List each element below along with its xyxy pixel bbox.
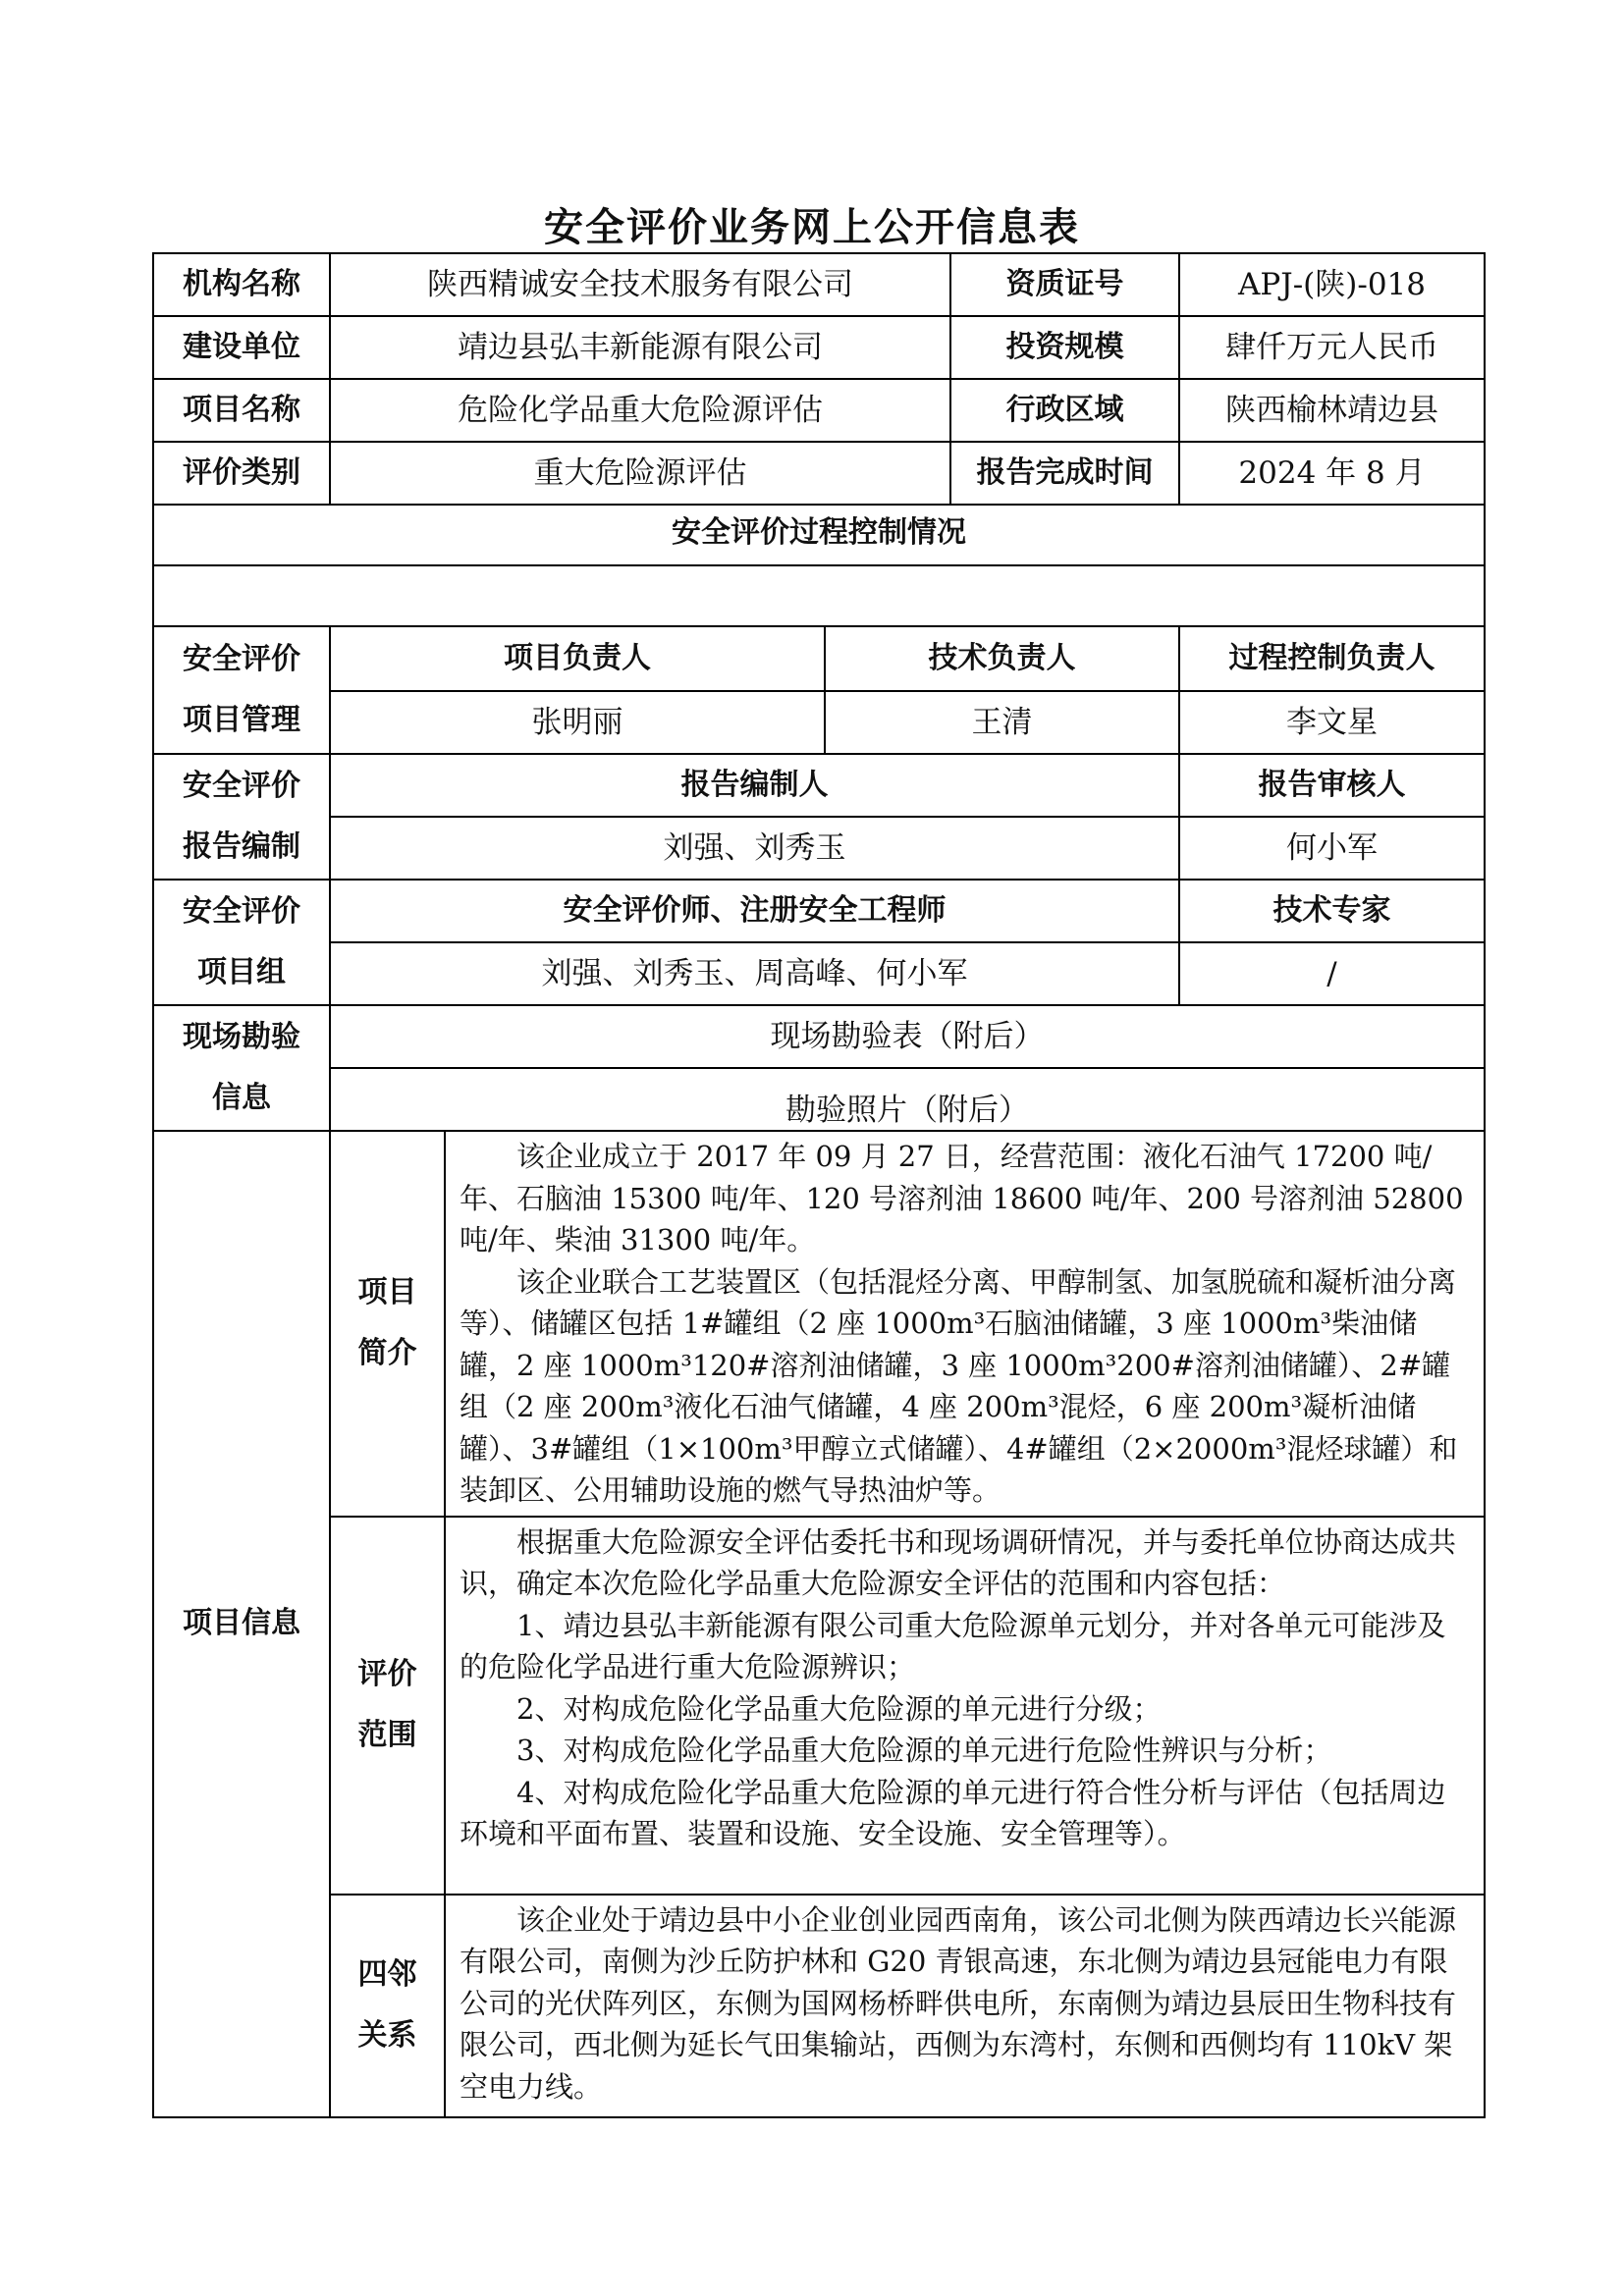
row-project <box>153 379 1485 442</box>
scope-paragraph-1: 1、靖边县弘丰新能源有限公司重大危险源单元划分，并对各单元可能涉及的危险化学品进行重大危险源辨识； <box>460 1608 1446 1683</box>
invest-label: 投资规模 <box>950 316 1179 379</box>
type-label: 评价类别 <box>153 442 330 505</box>
row-mgmt-header <box>153 626 1485 691</box>
scope-text <box>445 1517 1485 1895</box>
scope-label: 评价 范围 <box>330 1517 445 1895</box>
compiler-label: 报告编制人 <box>330 754 1179 817</box>
survey-photos: 勘验照片（附后） <box>330 1068 1485 1131</box>
row-process-spacer <box>153 565 1485 626</box>
scope-paragraph-0: 根据重大危险源安全评估委托书和现场调研情况，并与委托单位协商达成共识，确定本次危险化学品重大危险源安全评估的范围和内容包括： <box>460 1524 1457 1600</box>
org-label: 机构名称 <box>153 253 330 316</box>
intro-text <box>445 1131 1485 1517</box>
report-label: 安全评价 报告编制 <box>153 754 330 880</box>
builder-value: 靖边县弘丰新能源有限公司 <box>330 316 950 379</box>
row-intro <box>153 1131 1485 1517</box>
survey-label: 现场勘验 信息 <box>153 1005 330 1131</box>
scope-paragraph-2: 2、对构成危险化学品重大危险源的单元进行分级； <box>516 1691 1162 1726</box>
tech-label: 技术负责人 <box>825 626 1179 691</box>
row-mgmt-values <box>153 691 1485 754</box>
intro-label: 项目 简介 <box>330 1131 445 1517</box>
type-value: 重大危险源评估 <box>330 442 950 505</box>
group-label: 安全评价 项目组 <box>153 880 330 1005</box>
compiler-value: 刘强、刘秀玉 <box>330 817 1179 880</box>
project-label: 项目名称 <box>153 379 330 442</box>
process-heading: 安全评价过程控制情况 <box>153 505 1485 565</box>
invest-value: 肆仟万元人民币 <box>1179 316 1485 379</box>
assessor-label: 安全评价师、注册安全工程师 <box>330 880 1179 942</box>
ctrl-label: 过程控制负责人 <box>1179 626 1485 691</box>
lead-label: 项目负责人 <box>330 626 825 691</box>
row-type <box>153 442 1485 505</box>
cert-value: APJ-(陕)-018 <box>1179 253 1485 316</box>
row-survey-photos <box>153 1068 1485 1131</box>
lead-value: 张明丽 <box>330 691 825 754</box>
row-process-heading <box>153 505 1485 565</box>
ctrl-value: 李文星 <box>1179 691 1485 754</box>
row-builder <box>153 316 1485 379</box>
row-group-values <box>153 942 1485 1005</box>
neighbors-paragraph: 该企业处于靖边县中小企业创业园西南角，该公司北侧为陕西靖边长兴能源有限公司，南侧为沙丘防护林和 G20 青银高速，东北侧为靖边县冠能电力有限公司的光伏阵列区，东侧为国网杨桥畔供电所，东南侧为靖边县辰田生物科技有限公司，西北侧为延长气田集输站，西侧为东湾村，东侧和西侧均有 110kV 架空电力线。 <box>460 1902 1457 2104</box>
mgmt-label: 安全评价 项目管理 <box>153 626 330 754</box>
row-report-header <box>153 754 1485 817</box>
neighbors-text <box>445 1895 1485 2117</box>
row-survey-table <box>153 1005 1485 1068</box>
scope-paragraph-4: 4、对构成危险化学品重大危险源的单元进行符合性分析与评估（包括周边环境和平面布置、装置和设施、安全设施、安全管理等）。 <box>460 1775 1446 1850</box>
row-org <box>153 253 1485 316</box>
expert-value: / <box>1179 942 1485 1005</box>
builder-label: 建设单位 <box>153 316 330 379</box>
row-report-values <box>153 817 1485 880</box>
neighbors-label: 四邻 关系 <box>330 1895 445 2117</box>
reviewer-label: 报告审核人 <box>1179 754 1485 817</box>
project-value: 危险化学品重大危险源评估 <box>330 379 950 442</box>
region-label: 行政区域 <box>950 379 1179 442</box>
scope-paragraph-3: 3、对构成危险化学品重大危险源的单元进行危险性辨识与分析； <box>516 1734 1332 1767</box>
intro-paragraph-1: 该企业成立于 2017 年 09 月 27 日，经营范围：液化石油气 17200 吨/年、石脑油 15300 吨/年、120 号溶剂油 18600 吨/年、200 号溶剂油 52800 吨/年、柴油 31300 吨/年。 <box>460 1140 1464 1256</box>
row-neighbors <box>153 1895 1485 2117</box>
reviewer-value: 何小军 <box>1179 817 1485 880</box>
org-value: 陕西精诚安全技术服务有限公司 <box>330 253 950 316</box>
row-scope <box>153 1517 1485 1895</box>
assessor-value: 刘强、刘秀玉、周高峰、何小军 <box>330 942 1179 1005</box>
tech-value: 王清 <box>825 691 1179 754</box>
region-value: 陕西榆林靖边县 <box>1179 379 1485 442</box>
done-label: 报告完成时间 <box>950 442 1179 505</box>
intro-paragraph-2: 该企业联合工艺装置区（包括混烃分离、甲醇制氢、加氢脱硫和凝析油分离等）、储罐区包括 1#罐组（2 座 1000m³石脑油储罐，3 座 1000m³柴油储罐，2 座 1000m³120#溶剂油储罐，3 座 1000m³200#溶剂油储罐）、2#罐组（2 座 200m³液化石油气储罐，4 座 200m³混烃，6 座 200m³凝析油储罐）、3#罐组（1×100m³甲醇立式储罐）、4#罐组（2×2000m³混烃球罐）和装卸区、公用辅助设施的燃气导热油炉等。 <box>460 1264 1458 1507</box>
page-title: 安全评价业务网上公开信息表 <box>544 205 1080 250</box>
row-group-header <box>153 880 1485 942</box>
process-spacer <box>153 565 1485 626</box>
info-label: 项目信息 <box>153 1131 330 2117</box>
cert-label: 资质证号 <box>950 253 1179 316</box>
survey-table: 现场勘验表（附后） <box>330 1005 1485 1068</box>
info-table <box>152 252 1486 2118</box>
done-value: 2024 年 8 月 <box>1179 442 1485 505</box>
expert-label: 技术专家 <box>1179 880 1485 942</box>
